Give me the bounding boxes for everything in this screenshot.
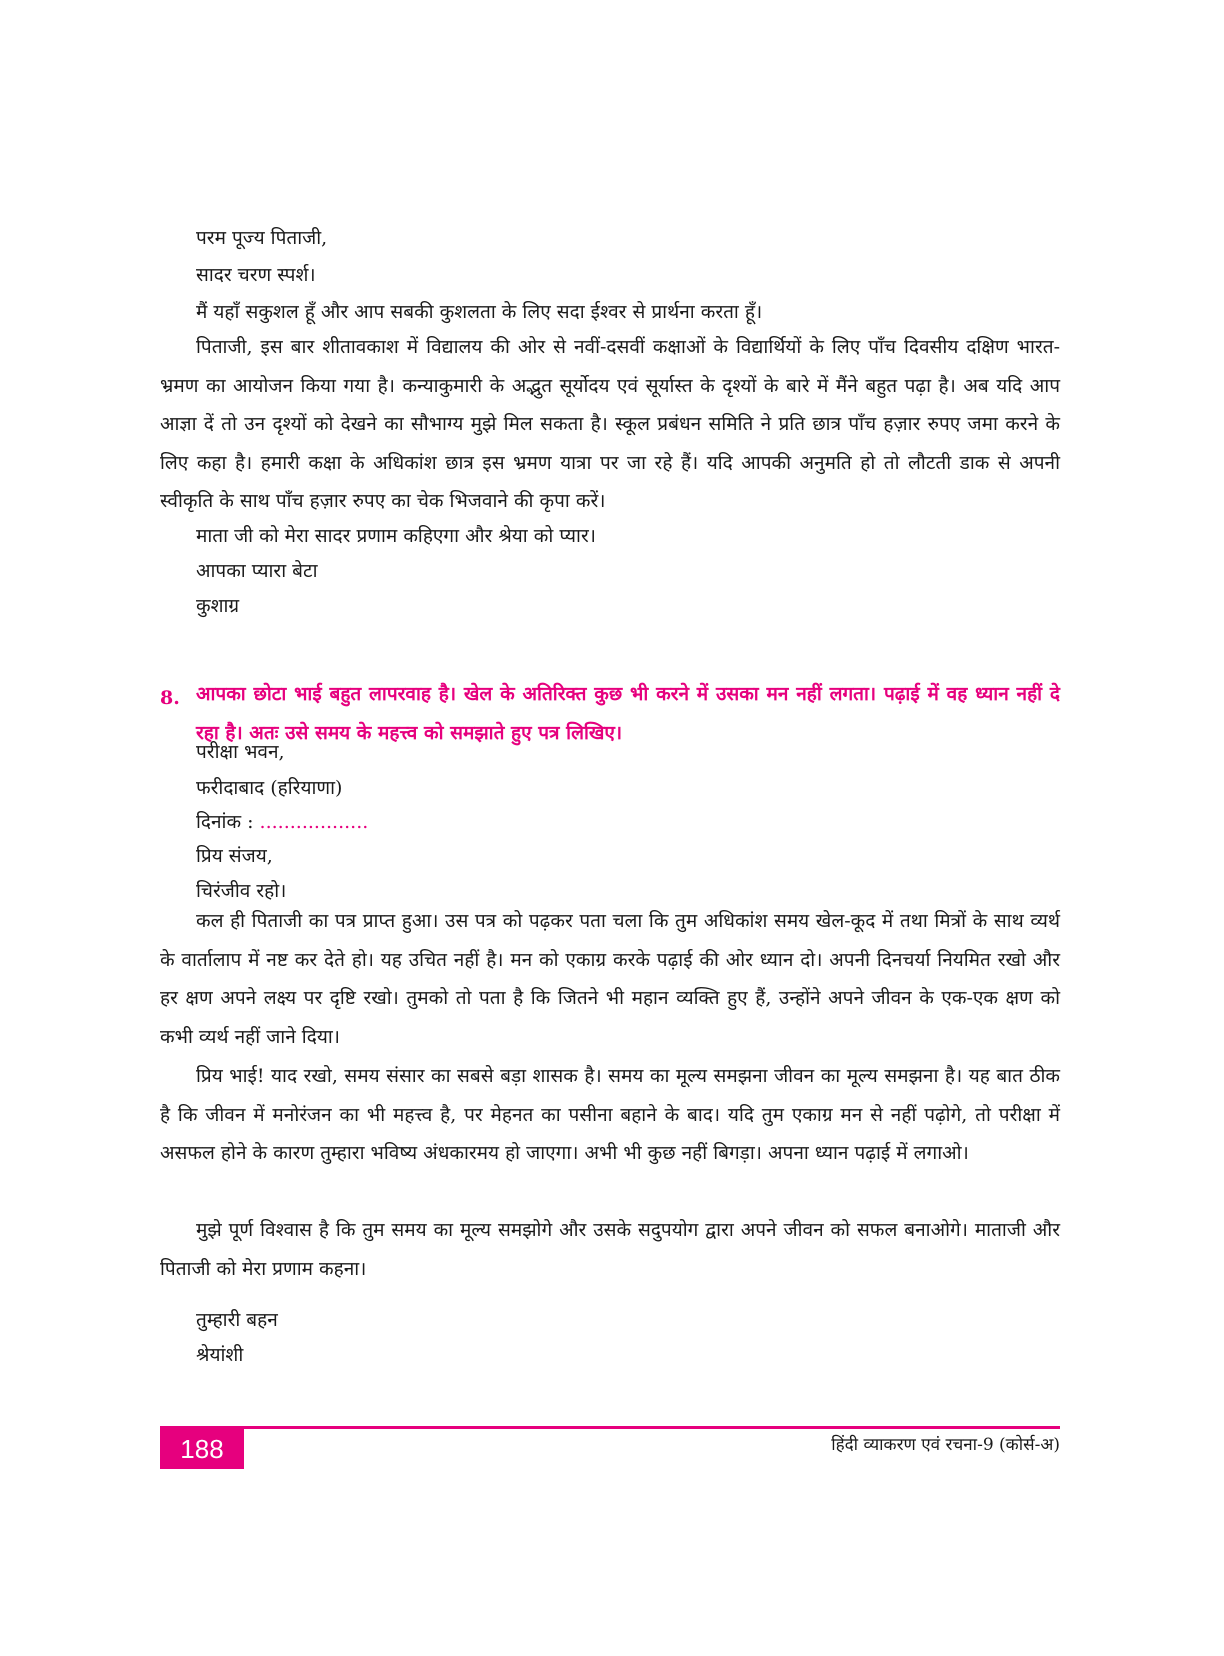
date-placeholder-dots: .................. — [253, 811, 369, 833]
letter2-signature: श्रेयांशी — [196, 1344, 244, 1366]
letter2-salutation: प्रिय संजय, — [196, 845, 273, 867]
date-label: दिनांक : — [196, 811, 254, 833]
letter1-regards: माता जी को मेरा सादर प्रणाम कहिएगा और श्रेया को प्यार। — [196, 525, 596, 547]
letter1-salutation: परम पूज्य पिताजी, — [196, 227, 328, 249]
page-number: 188 — [160, 1429, 244, 1469]
book-title: हिंदी व्याकरण एवं रचना-9 (कोर्स-अ) — [831, 1435, 1060, 1455]
letter2-paragraph2: प्रिय भाई! याद रखो, समय संसार का सबसे बड़ा शासक है। समय का मूल्य समझना जीवन का मूल्य समझना है। यह बात ठीक है कि जीवन में मनोरंजन का भी महत्त्व है, पर मेहनत का पसीना बहाने के बाद। यदि तुम एकाग्र मन से नहीं पढ़ोगे, तो परीक्षा में असफल होने के कारण तुम्हारा भविष्य अंधकारमय हो जाएगा। अभी भी कुछ नहीं बिगड़ा। अपना ध्यान पढ़ाई में लगाओ। — [160, 1065, 1060, 1164]
letter1-paragraph: पिताजी, इस बार शीतावकाश में विद्यालय की ओर से नवीं-दसवीं कक्षाओं के विद्यार्थियों के लिए पाँच दिवसीय दक्षिण भारत-भ्रमण का आयोजन किया गया है। कन्याकुमारी के अद्भुत सूर्योदय एवं सूर्यास्त के दृश्यों के बारे में मैंने बहुत पढ़ा है। अब यदि आप आज्ञा दें तो उन दृश्यों को देखने का सौभाग्य मुझे मिल सकता है। स्कूल प्रबंधन समिति ने प्रति छात्र पाँच हज़ार रुपए जमा करने के लिए कहा है। हमारी कक्षा के अधिकांश छात्र इस भ्रमण यात्रा पर जा रहे हैं। यदि आपकी अनुमति हो तो लौटती डाक से अपनी स्वीकृति के साथ पाँच हज़ार रुपए का चेक भिजवाने की कृपा करें। — [160, 336, 1060, 512]
letter2-greeting: चिरंजीव रहो। — [196, 880, 287, 902]
letter2-address-line2: फरीदाबाद (हरियाणा) — [196, 777, 343, 799]
letter1-signature: कुशाग्र — [196, 595, 240, 617]
letter1-closing: आपका प्यारा बेटा — [196, 560, 318, 582]
letter2-paragraph1: कल ही पिताजी का पत्र प्राप्त हुआ। उस पत्र को पढ़कर पता चला कि तुम अधिकांश समय खेल-कूद में तथा मित्रों के साथ व्यर्थ के वार्तालाप में नष्ट कर देते हो। यह उचित नहीं है। मन को एकाग्र करके पढ़ाई की ओर ध्यान दो। अपनी दिनचर्या नियमित रखो और हर क्षण अपने लक्ष्य पर दृष्टि रखो। तुमको तो पता है कि जितने भी महान व्यक्ति हुए हैं, उन्होंने अपने जीवन के एक-एक क्षण को कभी व्यर्थ नहीं जाने दिया। — [160, 910, 1060, 1048]
letter2-closing: तुम्हारी बहन — [196, 1309, 278, 1331]
letter1-greeting: सादर चरण स्पर्श। — [196, 264, 316, 286]
question-text: आपका छोटा भाई बहुत लापरवाह है। खेल के अतिरिक्त कुछ भी करने में उसका मन नहीं लगता। पढ़ाई में वह ध्यान नहीं दे रहा है। अतः उसे समय के महत्त्व को समझाते हुए पत्र लिखिए। — [196, 683, 1060, 744]
letter2-paragraph3: मुझे पूर्ण विश्वास है कि तुम समय का मूल्य समझोगे और उसके सदुपयोग द्वारा अपने जीवन को सफल बनाओगे। माताजी और पिताजी को मेरा प्रणाम कहना। — [160, 1219, 1060, 1280]
footer-divider — [160, 1426, 1060, 1429]
letter1-line1: मैं यहाँ सकुशल हूँ और आप सबकी कुशलता के लिए सदा ईश्वर से प्रार्थना करता हूँ। — [196, 301, 763, 323]
question-number: 8. — [160, 687, 180, 709]
letter2-address-line1: परीक्षा भवन, — [196, 741, 285, 763]
letter2-date — [196, 808, 368, 836]
